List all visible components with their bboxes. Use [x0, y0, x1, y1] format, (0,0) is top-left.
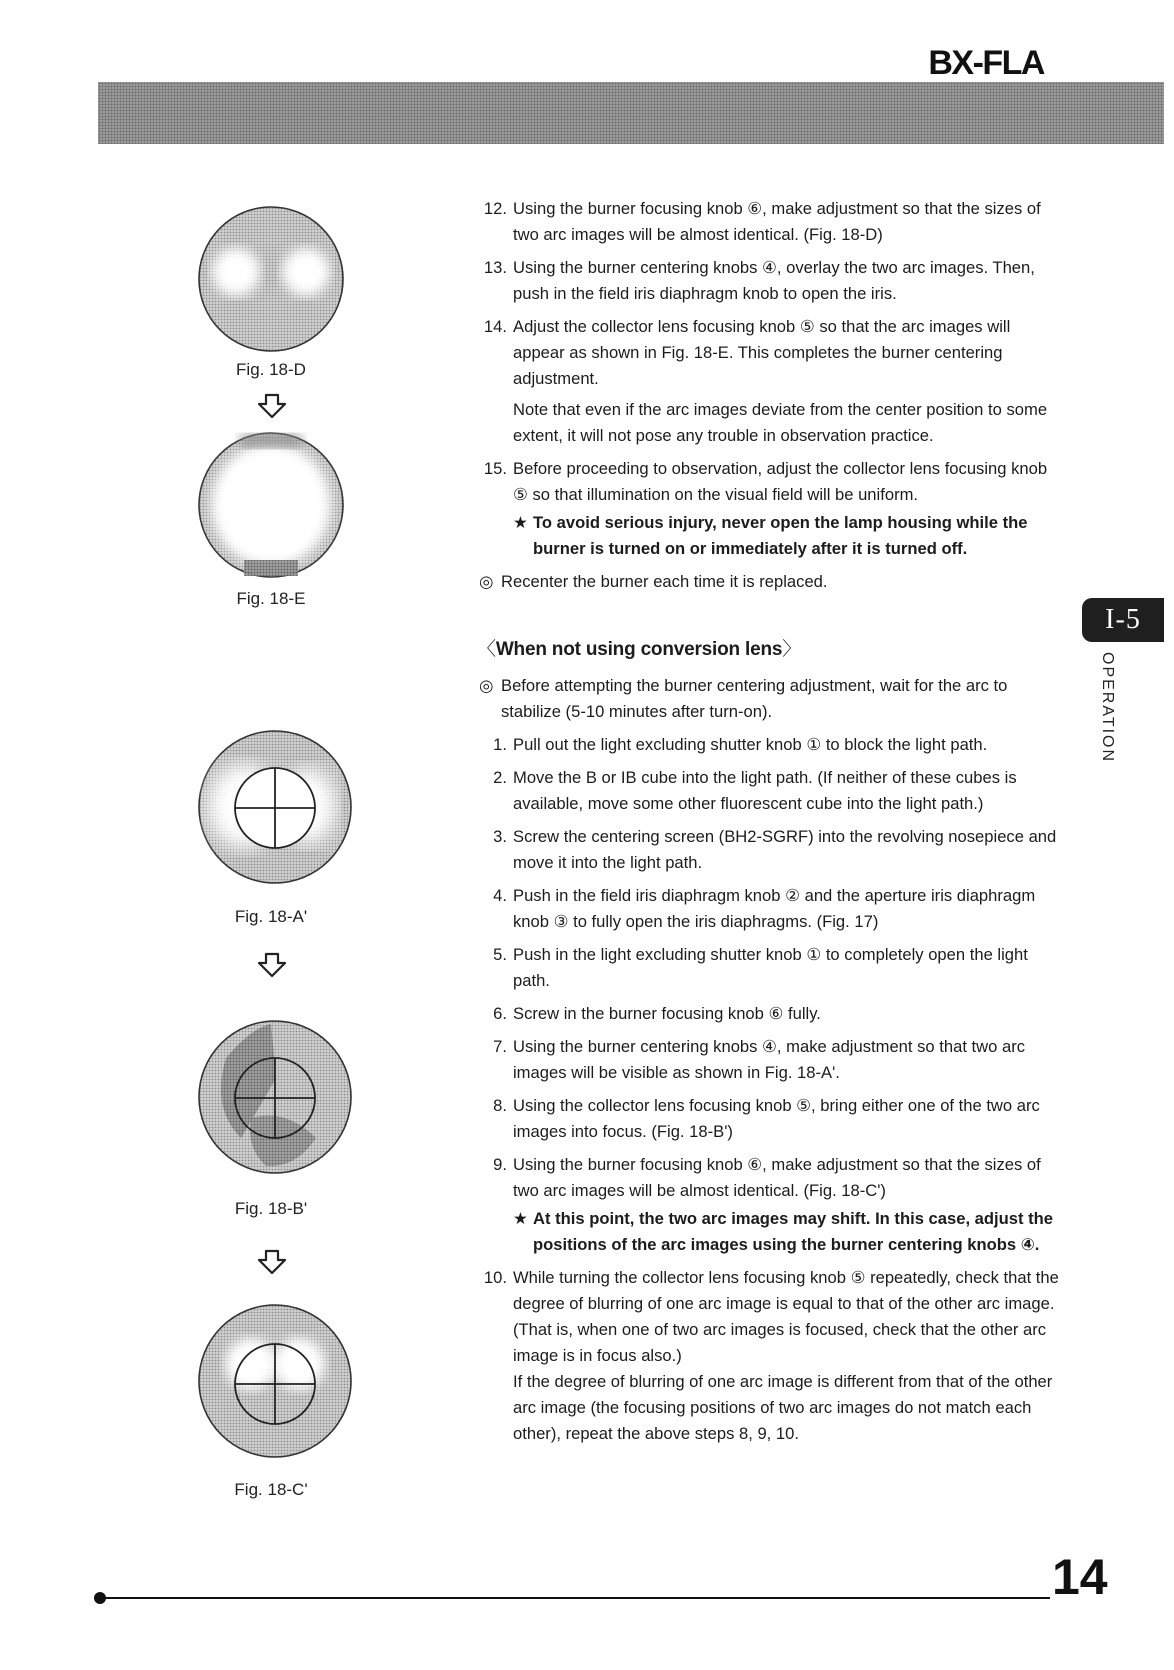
- step-number: 5.: [493, 945, 507, 964]
- note-text: Recenter the burner each time it is replaced.: [501, 572, 828, 591]
- close-bracket: 〉: [782, 639, 802, 660]
- step-1: [477, 732, 1064, 758]
- instructions-column: [477, 196, 1064, 1454]
- step-4: [477, 883, 1064, 935]
- model-title: BX-FLA: [928, 44, 1044, 82]
- step-text: Push in the field iris diaphragm knob ② and the aperture iris diaphragm knob ③ to fully open the iris diaphragms. (Fig. 17): [513, 886, 1036, 931]
- intro-text: Before attempting the burner centering adjustment, wait for the arc to stabilize (5-10 minutes after turn-on).: [501, 676, 1008, 721]
- step-number: 3.: [493, 827, 507, 846]
- open-bracket: 〈: [477, 639, 496, 660]
- header-band: [98, 82, 1164, 144]
- step-2: [477, 765, 1064, 817]
- step-text: Push in the light excluding shutter knob ① to completely open the light path.: [513, 945, 1028, 990]
- fig-18c-caption: Fig. 18-C': [234, 1480, 308, 1499]
- fig-18b-caption: Fig. 18-B': [234, 1199, 308, 1218]
- step-number: 14.: [483, 317, 507, 336]
- fig-18e-caption: Fig. 18-E: [236, 589, 306, 608]
- step-6: [477, 1001, 1064, 1027]
- section-tab: I-5: [1082, 598, 1164, 642]
- step-number: 13.: [483, 258, 507, 277]
- recenter-note: [477, 569, 1064, 595]
- step-note: Note that even if the arc images deviate from the center position to some extent, it will not pose any trouble in observation practice.: [513, 400, 1048, 445]
- down-arrow-icon: [257, 393, 287, 419]
- step-text: While turning the collector lens focusing knob ⑤ repeatedly, check that the degree of blurring of one arc image is equal to that of the other arc image. (That is, when one of two arc images is focused, check that the other arc image is in focus also.): [513, 1268, 1059, 1365]
- fig-18a-diagram: [196, 728, 354, 886]
- warning: [513, 510, 1064, 562]
- double-circle-icon: ◎: [479, 676, 494, 695]
- step-number: 6.: [493, 1004, 507, 1023]
- fig-18d-caption: Fig. 18-D: [236, 360, 306, 379]
- fig-18a-caption: Fig. 18-A': [234, 907, 308, 926]
- step-number: 12.: [483, 199, 507, 218]
- section-label: OPERATION: [1099, 652, 1116, 764]
- step-3: [477, 824, 1064, 876]
- step-number: 1.: [493, 735, 507, 754]
- section-title: When not using conversion lens: [495, 639, 783, 660]
- step-12: [477, 196, 1064, 248]
- step-8: [477, 1093, 1064, 1145]
- star-icon: ★: [513, 1209, 528, 1228]
- step-number: 9.: [493, 1155, 507, 1174]
- step-text: Using the collector lens focusing knob ⑤, bring either one of the two arc images into focus. (Fig. 18-B'): [513, 1096, 1040, 1141]
- star-icon: ★: [513, 513, 528, 532]
- step-text: Using the burner centering knobs ④, overlay the two arc images. Then, push in the field iris diaphragm knob to open the iris.: [513, 258, 1035, 303]
- step-number: 15.: [483, 459, 507, 478]
- step-text: Using the burner centering knobs ④, make adjustment so that two arc images will be visible as shown in Fig. 18-A'.: [513, 1037, 1026, 1082]
- step-5: [477, 942, 1064, 994]
- step-text: Using the burner focusing knob ⑥, make adjustment so that the sizes of two arc images will be almost identical. (Fig. 18-D): [513, 199, 1041, 244]
- double-circle-icon: ◎: [479, 572, 494, 591]
- footer-rule: [100, 1597, 1050, 1599]
- fig-18e-diagram: [196, 430, 346, 580]
- down-arrow-icon: [257, 952, 287, 978]
- step-text: Screw in the burner focusing knob ⑥ fully.: [513, 1004, 821, 1023]
- step-7: [477, 1034, 1064, 1086]
- step-14: [477, 314, 1064, 449]
- step-number: 4.: [493, 886, 507, 905]
- step-text: Adjust the collector lens focusing knob ⑤ so that the arc images will appear as shown in Fig. 18-E. This completes the burner centering adjustment.: [513, 317, 1011, 388]
- warning-text: To avoid serious injury, never open the lamp housing while the burner is turned on or immediately after it is turned off.: [533, 513, 1028, 558]
- section-heading: [477, 637, 1064, 663]
- step-note: If the degree of blurring of one arc image is different from that of the other arc image (the focusing positions of two arc images do not match each other), repeat the above steps 8, 9, 10.: [513, 1372, 1053, 1443]
- section-intro: [477, 673, 1064, 725]
- warning-text: At this point, the two arc images may shift. In this case, adjust the positions of the arc images using the burner centering knobs ④.: [533, 1209, 1054, 1254]
- step-number: 8.: [493, 1096, 507, 1115]
- crosshair-icon: [235, 1344, 315, 1424]
- page-number: 14: [1052, 1549, 1108, 1605]
- step-text: Before proceeding to observation, adjust the collector lens focusing knob ⑤ so that illumination on the visual field will be uniform.: [513, 459, 1048, 504]
- warning: [513, 1206, 1064, 1258]
- step-13: [477, 255, 1064, 307]
- step-text: Using the burner focusing knob ⑥, make adjustment so that the sizes of two arc images will be almost identical. (Fig. 18-C'): [513, 1155, 1041, 1200]
- step-text: Screw the centering screen (BH2-SGRF) into the revolving nosepiece and move it into the light path.: [513, 827, 1057, 872]
- fig-18d-diagram: [196, 204, 346, 354]
- down-arrow-icon: [257, 1249, 287, 1275]
- step-9: [477, 1152, 1064, 1258]
- step-text: Move the B or IB cube into the light path. (If neither of these cubes is available, move some other fluorescent cube into the light path.): [513, 768, 1017, 813]
- step-number: 10.: [483, 1268, 507, 1287]
- step-text: Pull out the light excluding shutter knob ① to block the light path.: [513, 735, 988, 754]
- crosshair-icon: [235, 768, 315, 848]
- fig-18b-diagram: [196, 1018, 354, 1176]
- crosshair-icon: [235, 1058, 315, 1138]
- step-number: 2.: [493, 768, 507, 787]
- step-15: [477, 456, 1064, 562]
- fig-18c-diagram: [196, 1302, 354, 1460]
- step-number: 7.: [493, 1037, 507, 1056]
- step-10: [477, 1265, 1064, 1447]
